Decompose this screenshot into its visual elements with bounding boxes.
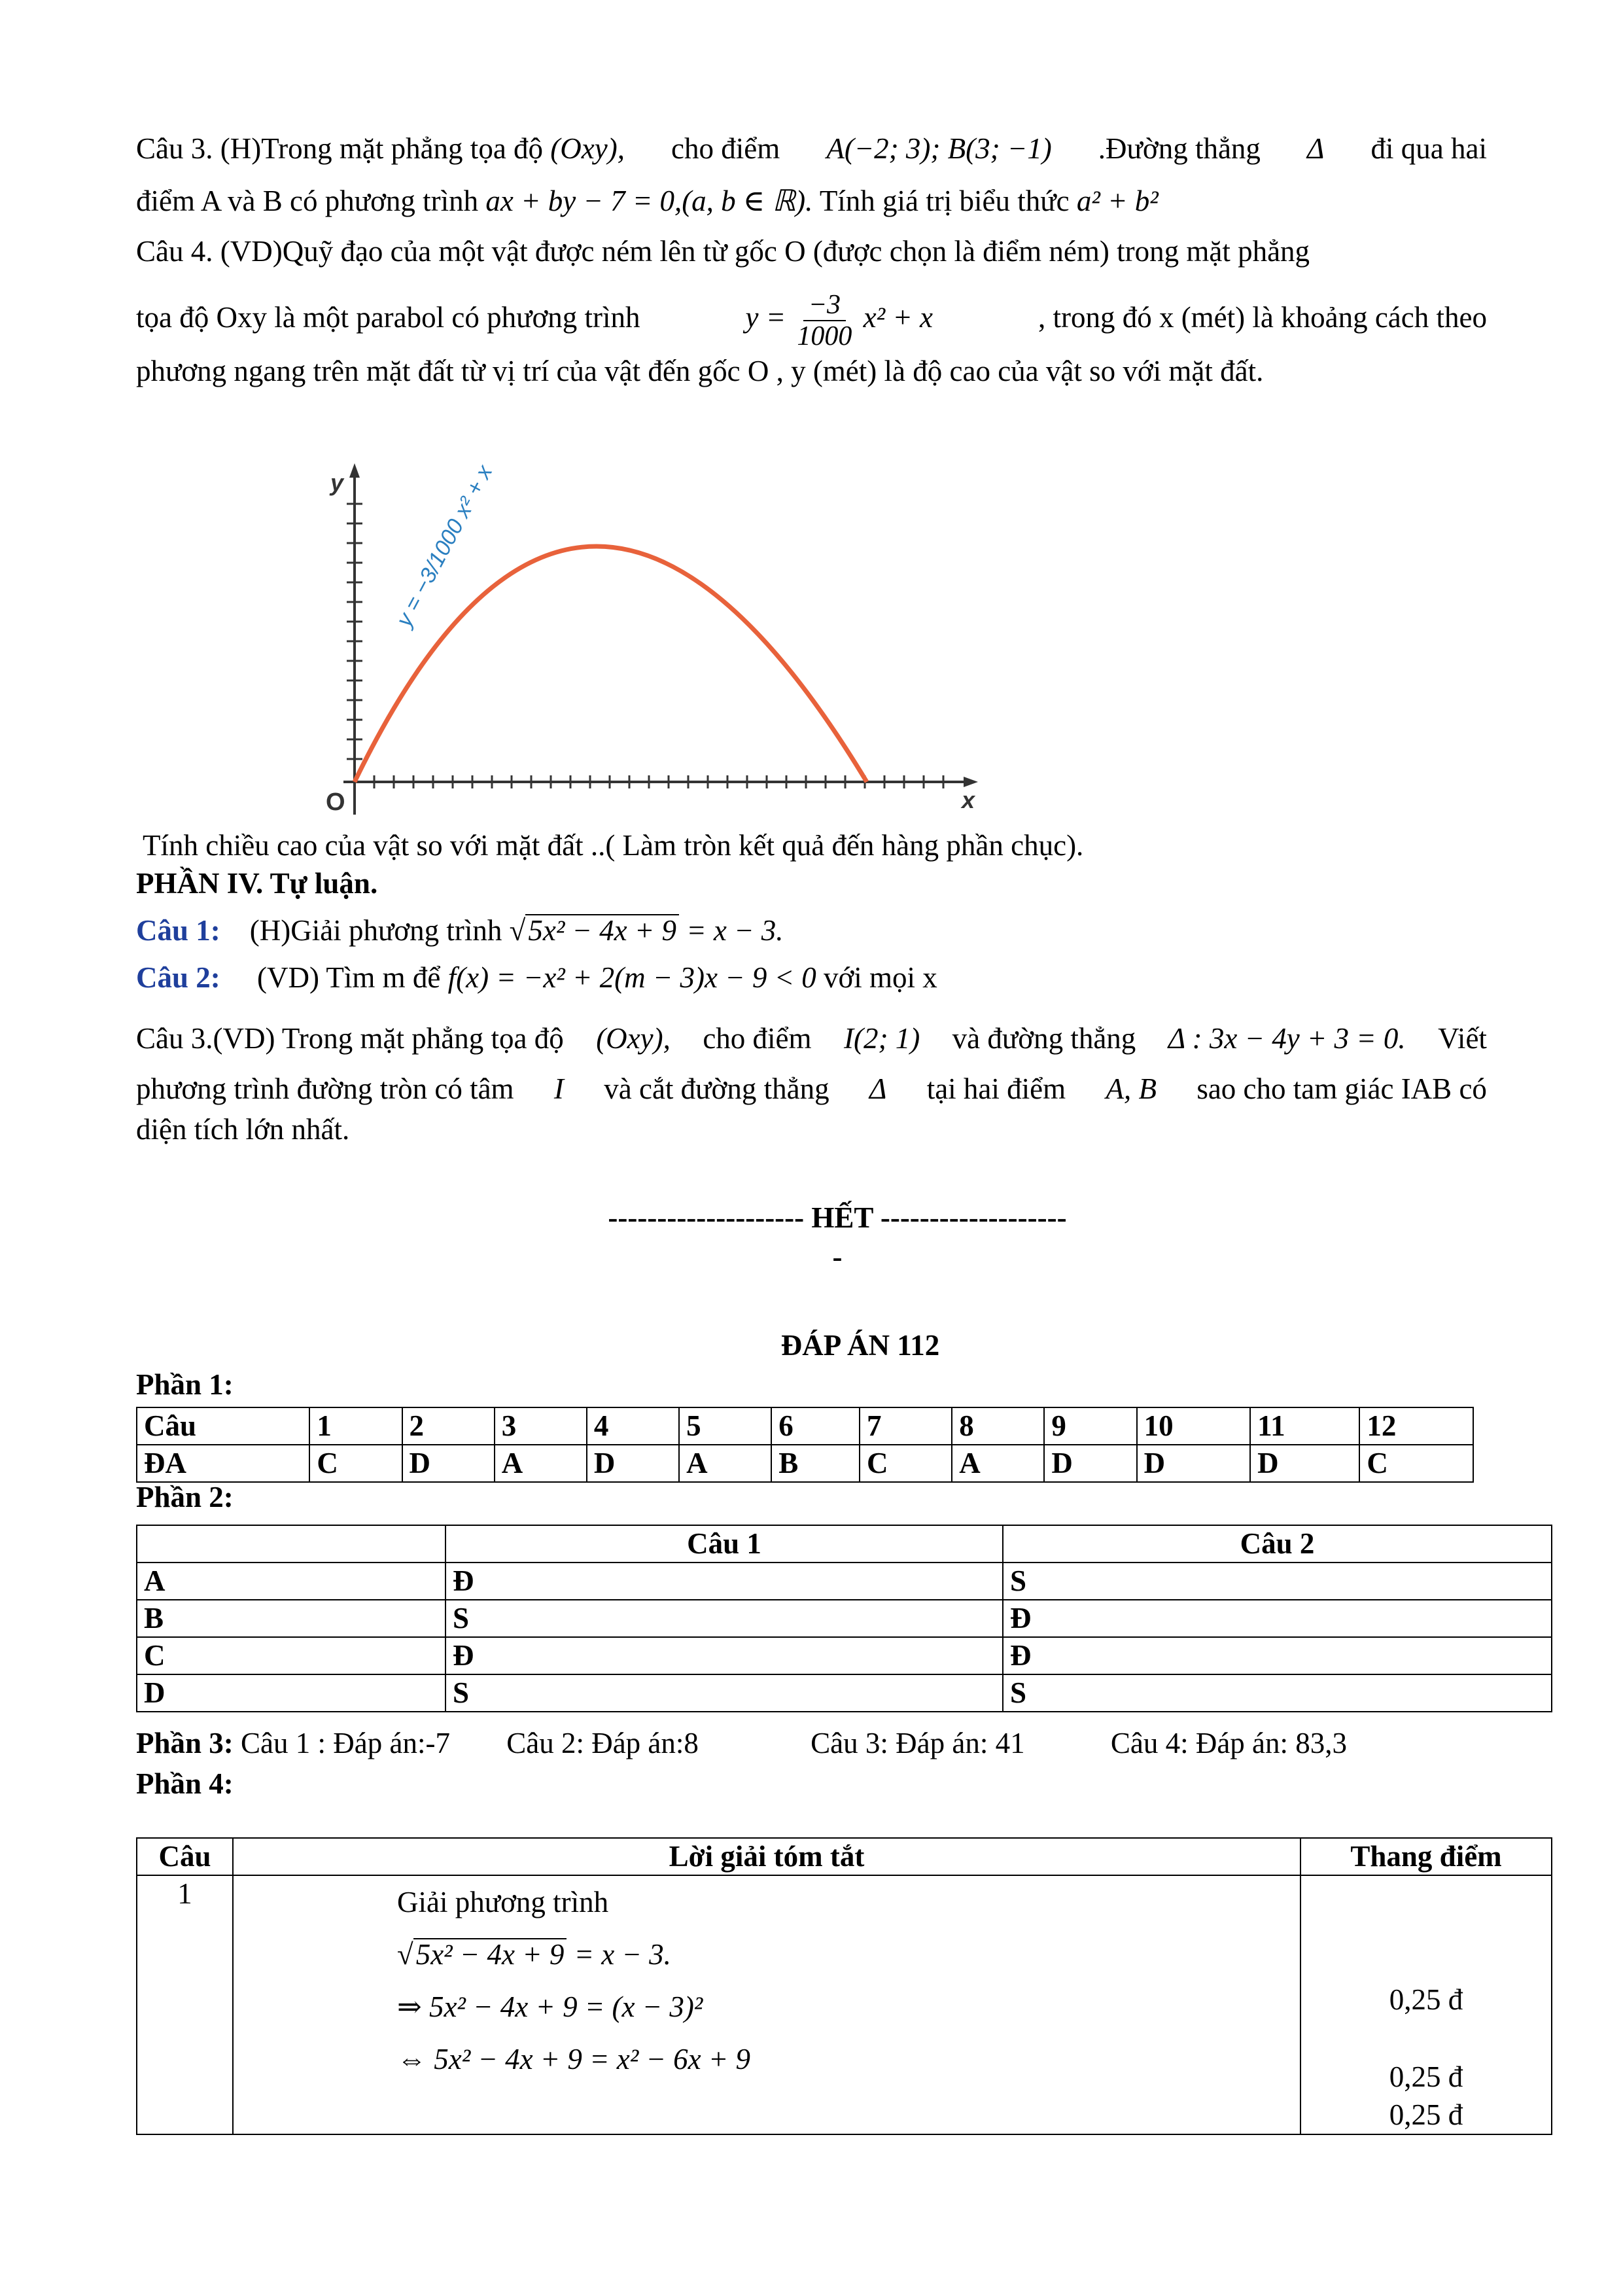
part4-c3-line3 xyxy=(136,1108,1487,1150)
p1-cell: C xyxy=(1359,1445,1473,1482)
part3-c2: Câu 2: Đáp án:8 xyxy=(506,1727,699,1759)
p1-cell: D xyxy=(402,1445,495,1482)
part1-head-row xyxy=(137,1407,1473,1445)
origin-label: O xyxy=(326,788,345,816)
q3-through: đi qua hai xyxy=(1370,132,1487,165)
p1-head-cell: 7 xyxy=(860,1407,952,1445)
part4-c3-l2c: tại hai điểm xyxy=(926,1072,1066,1105)
part4-c3-line2 xyxy=(136,1068,1487,1110)
q3-delta: Δ xyxy=(1307,132,1325,165)
part4-c3-l3: diện tích lớn nhất. xyxy=(136,1113,350,1146)
p4-head-cell: Lời giải tóm tắt xyxy=(233,1838,1300,1875)
part4-c3-l1d: Viết xyxy=(1438,1022,1487,1055)
part4-c2-tail: với mọi x xyxy=(823,961,937,994)
part4-c1-sqrt: 5x² − 4x + 9 xyxy=(525,914,679,945)
q4-frac-tail: x² + x xyxy=(863,301,933,334)
p1-cell: ĐA xyxy=(137,1445,309,1482)
x-axis-label: x xyxy=(962,786,975,813)
p1-head-cell: 5 xyxy=(679,1407,771,1445)
q4-line3 xyxy=(136,350,1487,392)
y-axis-label: y xyxy=(330,469,344,496)
part2-table xyxy=(136,1525,1552,1712)
p1-head-cell: 1 xyxy=(309,1407,402,1445)
part4-c3-i: I xyxy=(553,1072,564,1105)
part3-line xyxy=(136,1722,1487,1764)
part4-c2-text: (VD) Tìm m để xyxy=(257,961,441,994)
q3-points-text: cho điểm xyxy=(671,132,780,165)
part2-head-row xyxy=(137,1525,1552,1563)
p2-cell: S xyxy=(1003,1563,1552,1600)
p1-head-cell: 12 xyxy=(1359,1407,1473,1445)
p1-cell: C xyxy=(309,1445,402,1482)
q4-y-eq: y = xyxy=(745,301,786,334)
q4-equation xyxy=(746,281,933,353)
q3-line2 xyxy=(136,180,1487,222)
q4-frac-den: 1000 xyxy=(797,321,852,351)
q3-line2-a: điểm A và B có phương trình xyxy=(136,185,479,217)
p1-head-cell: 10 xyxy=(1137,1407,1251,1445)
part4-c1-label: Câu 1: xyxy=(136,914,220,947)
q3-oxy: (Oxy), xyxy=(550,132,625,165)
part3-c3: Câu 3: Đáp án: 41 xyxy=(811,1727,1025,1759)
part4-c3-line1 xyxy=(136,1017,1487,1059)
part4-c3-delta: Δ xyxy=(869,1072,887,1105)
part4-c3-l2a: phương trình đường tròn có tâm xyxy=(136,1072,514,1105)
part1-table xyxy=(136,1407,1474,1483)
part4-c2-label: Câu 2: xyxy=(136,961,220,994)
p2-cell: Đ xyxy=(1003,1637,1552,1674)
p1-head-cell: Câu xyxy=(137,1407,309,1445)
part2-row xyxy=(137,1600,1552,1637)
x-axis xyxy=(343,777,978,787)
parabola-graph xyxy=(307,451,988,831)
p1-head-cell: 2 xyxy=(402,1407,495,1445)
p1-head-cell: 8 xyxy=(952,1407,1044,1445)
q3-label: Câu 3. xyxy=(136,132,213,165)
part4-c3-l1b: cho điểm xyxy=(703,1022,812,1055)
p4-step: Giải phương trình xyxy=(397,1886,609,1918)
part4-table xyxy=(136,1837,1552,2135)
p4-score: 0,25 đ xyxy=(1389,1983,1463,2016)
part4-c1-text: (H)Giải phương trình xyxy=(249,914,502,947)
part4-c3-l1c: và đường thẳng xyxy=(952,1022,1136,1055)
p4-step: ⇒ 5x² − 4x + 9 = (x − 3)² xyxy=(397,1990,703,2023)
p2-head-cell xyxy=(137,1525,445,1563)
part4-head-row xyxy=(137,1838,1552,1875)
p2-head-cell: Câu 2 xyxy=(1003,1525,1552,1563)
p2-cell: C xyxy=(137,1637,445,1674)
q4-question xyxy=(143,824,1493,866)
p1-head-cell: 3 xyxy=(495,1407,587,1445)
p2-head-cell: Câu 1 xyxy=(445,1525,1003,1563)
part3-c1: Câu 1 : Đáp án:-7 xyxy=(241,1727,450,1759)
q3-line-text: .Đường thẳng xyxy=(1098,132,1261,165)
p1-cell: D xyxy=(1044,1445,1136,1482)
q4-question-text: Tính chiều cao của vật so với mặt đất ..( Làm tròn kết quả đến hàng phần chục). xyxy=(143,829,1084,862)
part4-c3-line: Δ : 3x − 4y + 3 = 0. xyxy=(1168,1022,1406,1055)
p1-cell: D xyxy=(587,1445,679,1482)
part4-c3-l1a: Câu 3.(VD) Trong mặt phẳng tọa độ xyxy=(136,1022,564,1055)
part4-c3-oxy: (Oxy), xyxy=(596,1022,671,1055)
part4-c2-eq: f(x) = −x² + 2(m − 3)x − 9 < 0 xyxy=(447,961,816,994)
q4-frac-num: −3 xyxy=(803,290,846,321)
end-dash: - xyxy=(832,1241,843,1273)
p2-cell: S xyxy=(1003,1674,1552,1712)
part2-label: Phần 2: xyxy=(136,1481,234,1513)
part4-c3-point: I(2; 1) xyxy=(844,1022,920,1055)
p4-step: ⇔ 5x² − 4x + 9 = x² − 6x + 9 xyxy=(397,2043,750,2075)
part4-c1-equation: √5x² − 4x + 9 = x − 3. xyxy=(509,914,784,947)
p2-cell: Đ xyxy=(445,1563,1003,1600)
p2-cell: B xyxy=(137,1600,445,1637)
part4-c3-l2d: sao cho tam giác IAB có xyxy=(1196,1072,1487,1105)
part3-label: Phần 3: xyxy=(136,1727,234,1759)
p1-cell: A xyxy=(495,1445,587,1482)
q3-points: A(−2; 3); B(3; −1) xyxy=(826,132,1052,165)
part4-row xyxy=(137,1875,1552,2134)
part4-c1-eq-right: = x − 3. xyxy=(686,914,784,947)
part4-c3-l2b: và cắt đường thẳng xyxy=(604,1072,829,1105)
y-axis xyxy=(349,463,360,815)
p2-cell: Đ xyxy=(445,1637,1003,1674)
part2-row xyxy=(137,1637,1552,1674)
q4-line1 xyxy=(136,230,1487,272)
p4-score-cell xyxy=(1300,1875,1552,2134)
part3-c4: Câu 4: Đáp án: 83,3 xyxy=(1110,1727,1348,1759)
p4-head-cell: Thang điểm xyxy=(1300,1838,1552,1875)
p2-cell: D xyxy=(137,1674,445,1712)
q3-equation: ax + by − 7 = 0,(a, b ∈ ℝ). xyxy=(485,185,813,217)
p1-cell: C xyxy=(860,1445,952,1482)
part4-title xyxy=(136,862,1487,904)
p1-head-cell: 4 xyxy=(587,1407,679,1445)
p1-cell: D xyxy=(1137,1445,1251,1482)
p1-cell: B xyxy=(771,1445,860,1482)
part2-row xyxy=(137,1563,1552,1600)
q4-line3-text: phương ngang trên mặt đất từ vị trí của vật đến gốc O , y (mét) là độ cao của vật so với mặt đất. xyxy=(136,355,1264,387)
p1-cell: A xyxy=(679,1445,771,1482)
q3-expr: a² + b² xyxy=(1076,185,1159,217)
part4-c3-ab: A, B xyxy=(1106,1072,1157,1105)
p4-score: 0,25 đ xyxy=(1389,2098,1463,2131)
q4-line2 xyxy=(136,281,1487,353)
p4-solution-cell xyxy=(233,1875,1300,2134)
p2-cell: S xyxy=(445,1600,1003,1637)
q4-line2-b: , trong đó x (mét) là khoảng cách theo xyxy=(1038,301,1487,334)
part1-label: Phần 1: xyxy=(136,1368,234,1401)
p1-head-cell: 6 xyxy=(771,1407,860,1445)
curve-label: y = −3/1000 x² + x xyxy=(391,461,498,631)
q4-line1-text: Câu 4. (VD)Quỹ đạo của một vật được ném lên từ gốc O (được chọn là điểm ném) trong mặt phẳng xyxy=(136,235,1310,268)
p1-cell: D xyxy=(1250,1445,1359,1482)
p2-cell: A xyxy=(137,1563,445,1600)
part4-title-text: PHẦN IV. Tự luận. xyxy=(136,867,378,900)
q3-line1 xyxy=(136,128,1487,169)
p4-step: √5x² − 4x + 9 = x − 3. xyxy=(397,1938,671,1971)
p4-score: 0,25 đ xyxy=(1389,2060,1463,2093)
part1-answer-row xyxy=(137,1445,1473,1482)
p2-cell: S xyxy=(445,1674,1003,1712)
q3-tag: (H)Trong mặt phẳng tọa độ xyxy=(220,132,544,165)
p4-head-cell: Câu xyxy=(137,1838,233,1875)
part4-c1 xyxy=(136,910,1487,951)
answers-title: ĐÁP ÁN 112 xyxy=(780,1329,940,1362)
p2-cell: Đ xyxy=(1003,1600,1552,1637)
p4-sqrt: 5x² − 4x + 9 xyxy=(413,1938,567,1969)
p1-head-cell: 9 xyxy=(1044,1407,1136,1445)
part2-row xyxy=(137,1674,1552,1712)
q3-line2-b: Tính giá trị biểu thức xyxy=(819,185,1070,217)
p1-head-cell: 11 xyxy=(1250,1407,1359,1445)
p1-cell: A xyxy=(952,1445,1044,1482)
q4-line2-a: tọa độ Oxy là một parabol có phương trình xyxy=(136,301,640,334)
q4-fraction xyxy=(797,290,852,351)
end-marker: -------------------- HẾT ------------------- xyxy=(608,1201,1067,1234)
p4-step-right: = x − 3. xyxy=(574,1938,671,1971)
part4-c2 xyxy=(136,957,1487,998)
p4-num-cell: 1 xyxy=(137,1875,233,2134)
part4-label: Phần 4: xyxy=(136,1767,234,1800)
